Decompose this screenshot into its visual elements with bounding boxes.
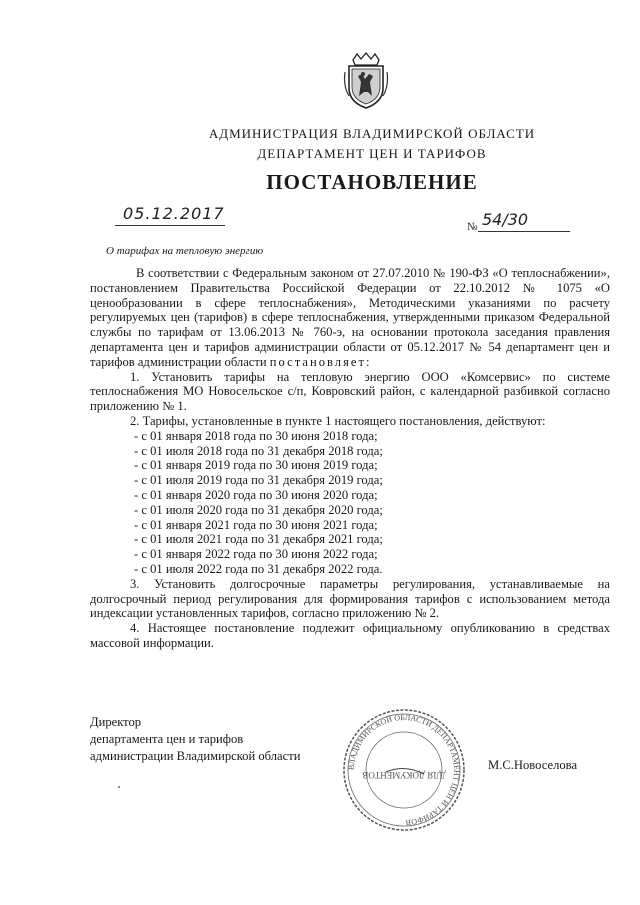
list-item: - с 01 июля 2018 года по 31 декабря 2018 года; [134,443,383,458]
resolves-word: постановляет: [269,354,372,369]
organization-line-1: АДМИНИСТРАЦИЯ ВЛАДИМИРСКОЙ ОБЛАСТИ [208,126,536,141]
signer-position-line-3: администрации Владимирской области [90,749,301,763]
list-item: - с 01 января 2022 года по 30 июня 2022 года; [134,547,378,562]
item-4: 4. Настоящее постановление подлежит официальному опубликованию в средствах массовой информации. [90,621,610,650]
list-item: - с 01 июля 2022 года по 31 декабря 2022 года. [134,561,383,576]
document-title: ПОСТАНОВЛЕНИЕ [266,170,478,194]
signer-position-line-1: Директор [90,715,142,729]
preamble-text: В соответствии с Федеральным законом от 27.07.2010 № 190-ФЗ «О теплоснабжении», постановлением Правительства Российской Федерации от 22.10.2012 № 1075 «О ценообразовании в сфере теплоснабжения», Методическими указаниями по расчету регулируемых цен (тарифов) в сфере теплоснабжения, утвержденными приказом Федеральной службы по тарифам от 13.06.2013 № 760-э, на основании протокола заседания правления департамента цен и тарифов администрации области от 05.12.2017 № 54 департамент цен и тарифов администрации области [90,266,610,369]
list-item: - с 01 января 2021 года по 30 июня 2021 года; [134,517,378,532]
signature-block [90,714,300,765]
document-date: 05.12.2017 [123,204,225,223]
number-underline [478,231,570,232]
period-list [90,429,610,577]
document-body [90,266,610,651]
organization-line-2: ДЕПАРТАМЕНТ ЦЕН И ТАРИФОВ [257,146,487,161]
list-item: - с 01 июля 2020 года по 31 декабря 2020 года; [134,502,383,517]
document-subject: О тарифах на тепловую энергию [106,245,264,257]
list-item: - с 01 июля 2019 года по 31 декабря 2019 года; [134,473,383,488]
preamble-paragraph [90,266,610,370]
coat-of-arms-emblem [343,52,389,110]
stamp-ring-text: ВЛАДИМИРСКОЙ ОБЛАСТИ ДЕПАРТАМЕНТ ЦЕН И ТАРИФОВ [346,712,462,828]
official-stamp [340,706,468,834]
signer-name: М.С.Новоселова [488,758,578,772]
list-item: - с 01 января 2019 года по 30 июня 2019 года; [134,458,378,473]
list-item: - с 01 января 2018 года по 30 июня 2018 года; [134,428,378,443]
signer-position-line-2: департамента цен и тарифов [90,732,244,746]
list-item: - с 01 июля 2021 года по 31 декабря 2021 года; [134,532,383,547]
date-underline [115,225,225,226]
item-3: 3. Установить долгосрочные параметры регулирования, устанавливаемые на долгосрочный период регулирования для формирования тарифов с использованием метода индексации установленных тарифов, согласно приложению № 2. [90,576,610,621]
document-number: 54/30 [482,210,529,229]
item-1: 1. Установить тарифы на тепловую энергию ООО «Комсервис» по системе теплоснабжения МО Новосельское с/п, Ковровский район, с календарной разбивкой согласно приложению № 1. [90,369,610,414]
number-label: № [467,221,478,233]
stamp-center-text: ДЛЯ ДОКУМЕНТОВ [362,770,446,780]
list-item: - с 01 января 2020 года по 30 июня 2020 года; [134,487,378,502]
speck [118,786,120,788]
item-2-intro: 2. Тарифы, установленные в пункте 1 настоящего постановления, действуют: [130,413,546,428]
